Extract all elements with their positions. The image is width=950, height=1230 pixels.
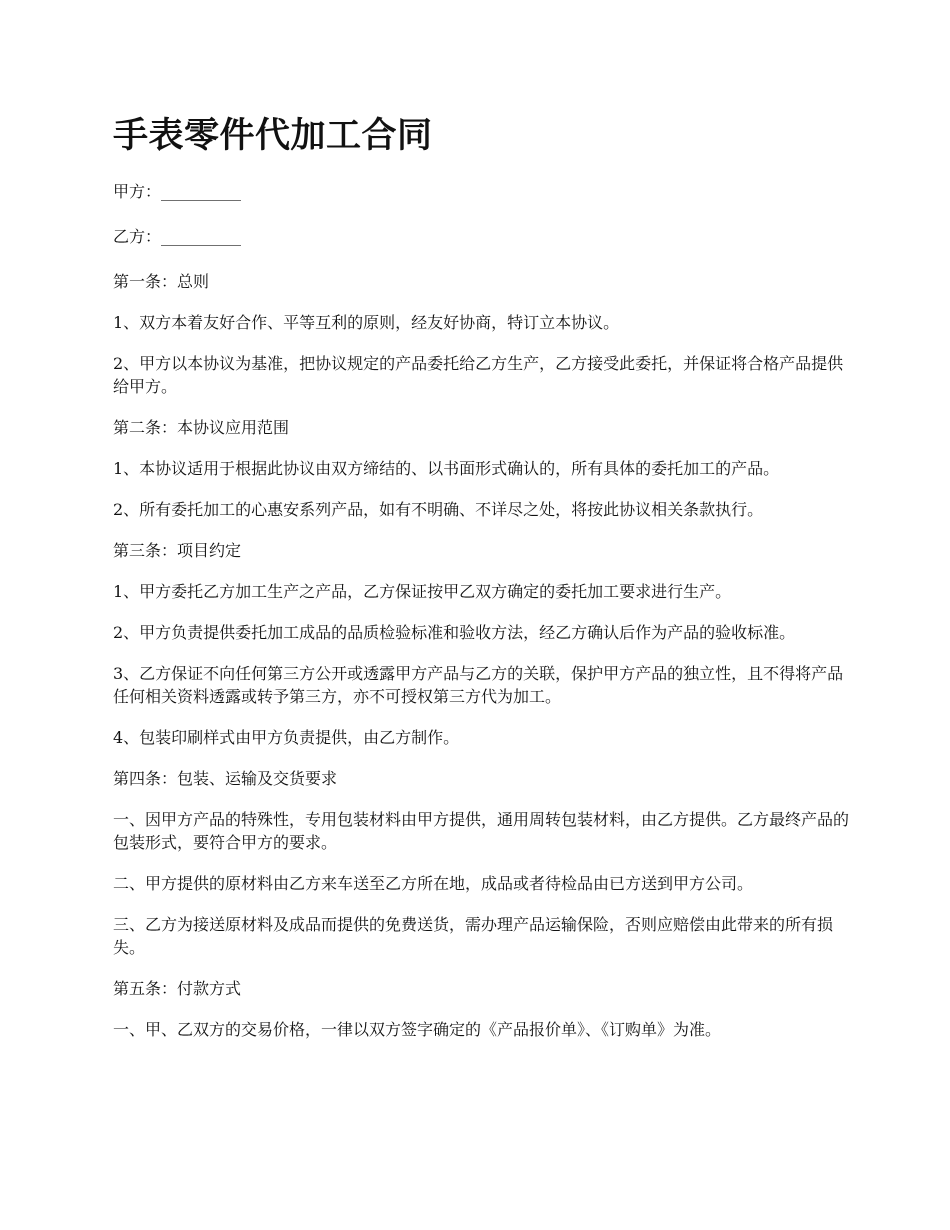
article-4-clause-2: 二、甲方提供的原材料由乙方来车送至乙方所在地，成品或者待检品由已方送到甲方公司。: [113, 874, 754, 893]
article-3-clause-2: 2、甲方负责提供委托加工成品的品质检验标准和验收方法，经乙方确认后作为产品的验收标准。: [113, 623, 796, 642]
article-1-clause-1: 1、双方本着友好合作、平等互利的原则，经友好协商，特订立本协议。: [113, 313, 620, 332]
article-4-clause-3: 三、乙方为接送原材料及成品而提供的免费送货，需办理产品运输保险，否则应赔偿由此带来的所有损失。: [113, 915, 834, 957]
article-1-clause-2: 2、甲方以本协议为基准，把协议规定的产品委托给乙方生产，乙方接受此委托，并保证将合格产品提供给甲方。: [113, 354, 844, 396]
article-1-heading: 第一条：总则: [113, 272, 210, 291]
article-3-heading: 第三条：项目约定: [113, 541, 242, 560]
article-2-heading: 第二条：本协议应用范围: [113, 418, 290, 437]
article-3-clause-1: 1、甲方委托乙方加工生产之产品，乙方保证按甲乙双方确定的委托加工要求进行生产。: [113, 582, 732, 601]
article-5-clause-1: 一、甲、乙双方的交易价格，一律以双方签字确定的《产品报价单》、《订购单》为准。: [113, 1020, 722, 1039]
contract-document: [113, 112, 853, 1059]
article-5-heading: 第五条：付款方式: [113, 979, 242, 998]
article-3-clause-4: 4、包装印刷样式由甲方负责提供，由乙方制作。: [113, 728, 460, 747]
article-4-heading: 第四条：包装、运输及交货要求: [113, 769, 338, 788]
article-2-clause-1: 1、本协议适用于根据此协议由双方缔结的、以书面形式确认的，所有具体的委托加工的产品。: [113, 459, 780, 478]
article-2-clause-2: 2、所有委托加工的心惠安系列产品，如有不明确、不详尽之处，将按此协议相关条款执行。: [113, 500, 764, 519]
article-4-clause-1: 一、因甲方产品的特殊性，专用包装材料由甲方提供，通用周转包装材料，由乙方提供。乙方最终产品的包装形式，要符合甲方的要求。: [113, 810, 850, 852]
party-a-line: 甲方：__________: [113, 182, 242, 201]
document-title: 手表零件代加工合同: [113, 116, 433, 156]
article-3-clause-3: 3、乙方保证不向任何第三方公开或透露甲方产品与乙方的关联，保护甲方产品的独立性，且不得将产品任何相关资料透露或转予第三方，亦不可授权第三方代为加工。: [113, 664, 844, 706]
party-b-line: 乙方：__________: [113, 227, 242, 246]
